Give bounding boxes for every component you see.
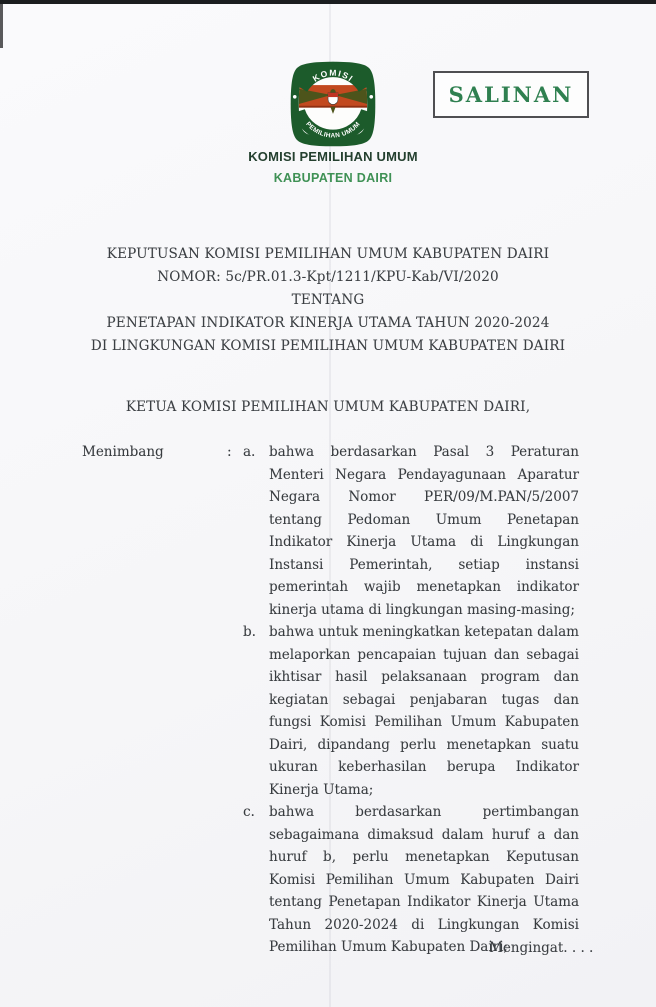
considering-label: Menimbang [82, 444, 164, 460]
page-continuation-note: Mengingat. . . . [489, 940, 594, 956]
decree-subject-line-2: DI LINGKUNGAN KOMISI PEMILIHAN UMUM KABUPATEN DAIRI [90, 338, 566, 354]
considering-colon: : [227, 444, 232, 460]
logo-side-dot-right [369, 95, 373, 99]
scan-edge-artifact-left [0, 4, 3, 48]
item-a-marker: a. [243, 444, 256, 460]
decree-number: NOMOR: 5c/PR.01.3-Kpt/1211/KPU-Kab/VI/2020 [157, 269, 499, 285]
considering-item-b [243, 621, 579, 801]
decree-opening-line: KETUA KOMISI PEMILIHAN UMUM KABUPATEN DAIRI, [125, 399, 531, 415]
item-c-text: bahwa berdasarkan pertimbangan sebagaimana dimaksud dalam huruf a dan huruf b, perlu menetapkan Keputusan Komisi Pemilihan Umum Kabupaten Dairi tentang Penetapan Indikator Kinerja Utama Tahun 2020-2024 di Lingkungan Komisi Pemilihan Umum Kabupaten Dairi; [269, 804, 579, 955]
logo-arc-bottom-text: PEMILIHAN UMUM [304, 120, 362, 140]
item-b-text: bahwa untuk meningkatkan ketepatan dalam melaporkan pencapaian tujuan dan sebagai ikhtisar hasil pelaksanaan program dan kegiatan sebagai penjabaran tugas dan fungsi Komisi Pemilihan Umum Kabupaten Dairi, dipandang perlu menetapkan suatu ukuran keberhasilan berupa Indikator Kinerja Utama; [269, 624, 579, 798]
salinan-stamp-label: SALINAN [448, 82, 574, 107]
item-a-text: bahwa berdasarkan Pasal 3 Peraturan Menteri Negara Pendayagunaan Aparatur Negara Nomor PER/09/M.PAN/5/2007 tentang Pedoman Umum Penetapan Indikator Kinerja Utama di Lingkungan Instansi Pemerintah, setiap instansi pemerintah wajib menetapkan indikator kinerja utama di lingkungan masing-masing; [269, 444, 579, 618]
scan-edge-artifact-top [0, 0, 656, 4]
logo-arc-top-text: KOMISI [310, 67, 356, 84]
considering-item-a [243, 441, 579, 621]
considering-section [82, 441, 579, 959]
decree-title-block [40, 243, 616, 358]
item-c-marker: c. [243, 804, 255, 820]
kpu-logo [286, 59, 380, 149]
letterhead-org-name: KOMISI PEMILIHAN UMUM [248, 149, 418, 164]
tentang-label: TENTANG [291, 292, 365, 308]
letterhead [203, 149, 463, 185]
logo-side-dot-left [293, 95, 297, 99]
decree-subject-line-1: PENETAPAN INDIKATOR KINERJA UTAMA TAHUN 2020-2024 [106, 315, 550, 331]
kpu-logo-graphic [286, 59, 380, 149]
considering-items [243, 441, 579, 959]
salinan-stamp [433, 71, 589, 118]
item-b-marker: b. [243, 624, 256, 640]
decree-title: KEPUTUSAN KOMISI PEMILIHAN UMUM KABUPATEN DAIRI [106, 246, 550, 262]
considering-item-c [243, 801, 579, 959]
letterhead-region-name: KABUPATEN DAIRI [273, 171, 393, 185]
